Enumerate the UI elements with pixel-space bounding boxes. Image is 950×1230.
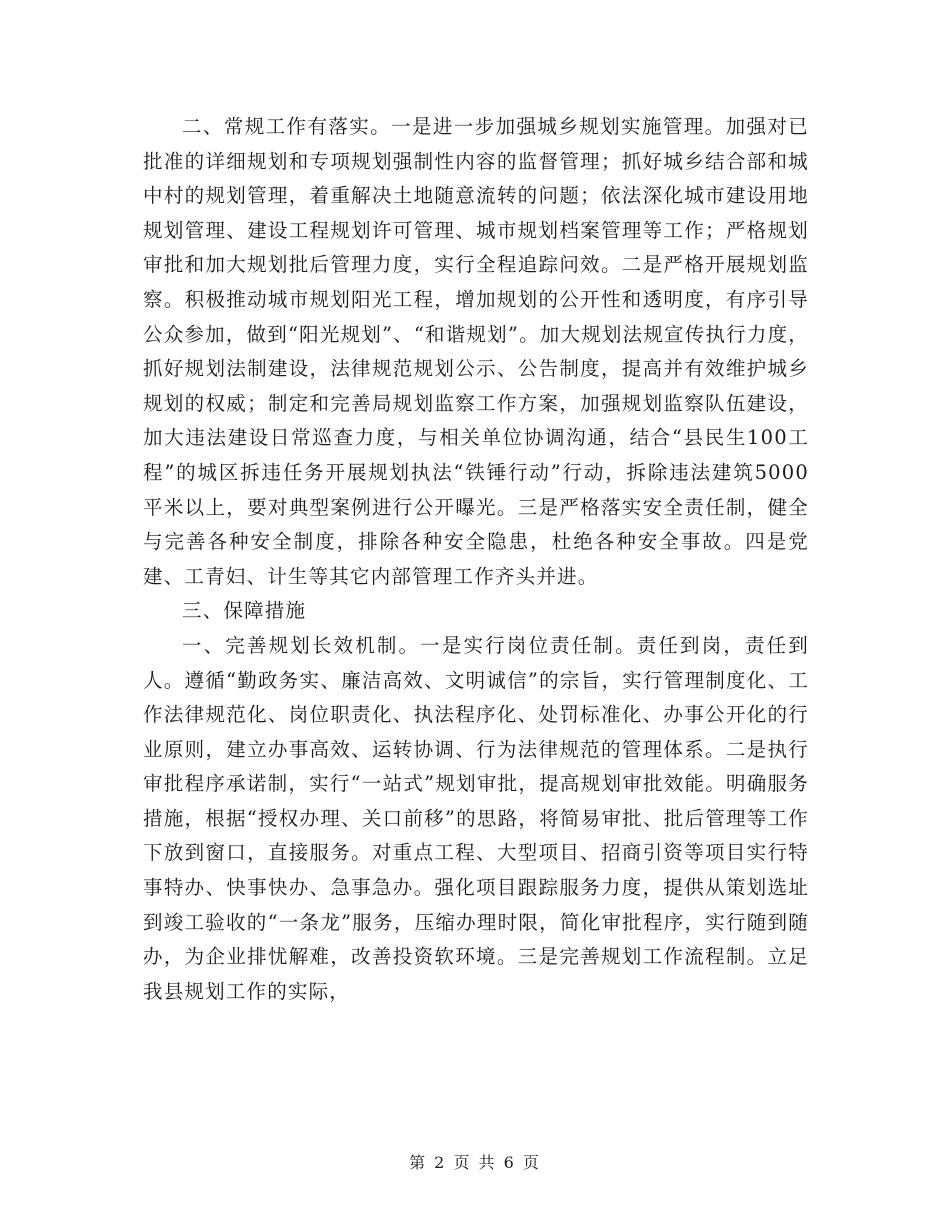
page-number-label: 第 2 页 共 6 页: [409, 1153, 541, 1172]
paragraph-routine-work: 二、常规工作有落实。一是进一步加强城乡规划实施管理。加强对已批准的详细规划和专项规划强制性内容的监督管理；抓好城乡结合部和城中村的规划管理，着重解决土地随意流转的问题；依法深化城市建设用地规划管理、建设工程规划许可管理、城市规划档案管理等工作；严格规划审批和加大规划批后管理力度，实行全程追踪问效。二是严格开展规划监察。积极推动城市规划阳光工程，增加规划的公开性和透明度，有序引导公众参加，做到“阳光规划”、“和谐规划”。加大规划法规宣传执行力度，抓好规划法制建设，法律规范规划公示、公告制度，提高并有效维护城乡规划的权威；制定和完善局规划监察工作方案，加强规划监察队伍建设，加大违法建设日常巡查力度，与相关单位协调沟通，结合“县民生100工程”的城区拆违任务开展规划执法“铁锤行动”行动，拆除违法建筑5000平米以上，要对典型案例进行公开曝光。三是严格落实安全责任制，健全与完善各种安全制度，排除各种安全隐患，杜绝各种安全事故。四是党建、工青妇、计生等其它内部管理工作齐头并进。: [143, 115, 809, 588]
paragraph-measures: 一、完善规划长效机制。一是实行岗位责任制。责任到岗，责任到人。遵循“勤政务实、廉洁高效、文明诚信”的宗旨，实行管理制度化、工作法律规范化、岗位职责化、执法程序化、处罚标准化、办事公开化的行业原则，建立办事高效、运转协调、行为法律规范的管理体系。二是执行审批程序承诺制，实行“一站式”规划审批，提高规划审批效能。明确服务措施，根据“授权办理、关口前移”的思路，将简易审批、批后管理等工作下放到窗口，直接服务。对重点工程、大型项目、招商引资等项目实行特事特办、快事快办、急事急办。强化项目跟踪服务力度，提供从策划选址到竣工验收的“一条龙”服务，压缩办理时限，简化审批程序，实行随到随办，为企业排忧解难，改善投资软环境。三是完善规划工作流程制。立足我县规划工作的实际，: [143, 633, 809, 1003]
section-heading-safeguards: 三、保障措施: [182, 599, 307, 623]
page-footer: [0, 1150, 950, 1173]
document-body: [143, 110, 809, 1009]
